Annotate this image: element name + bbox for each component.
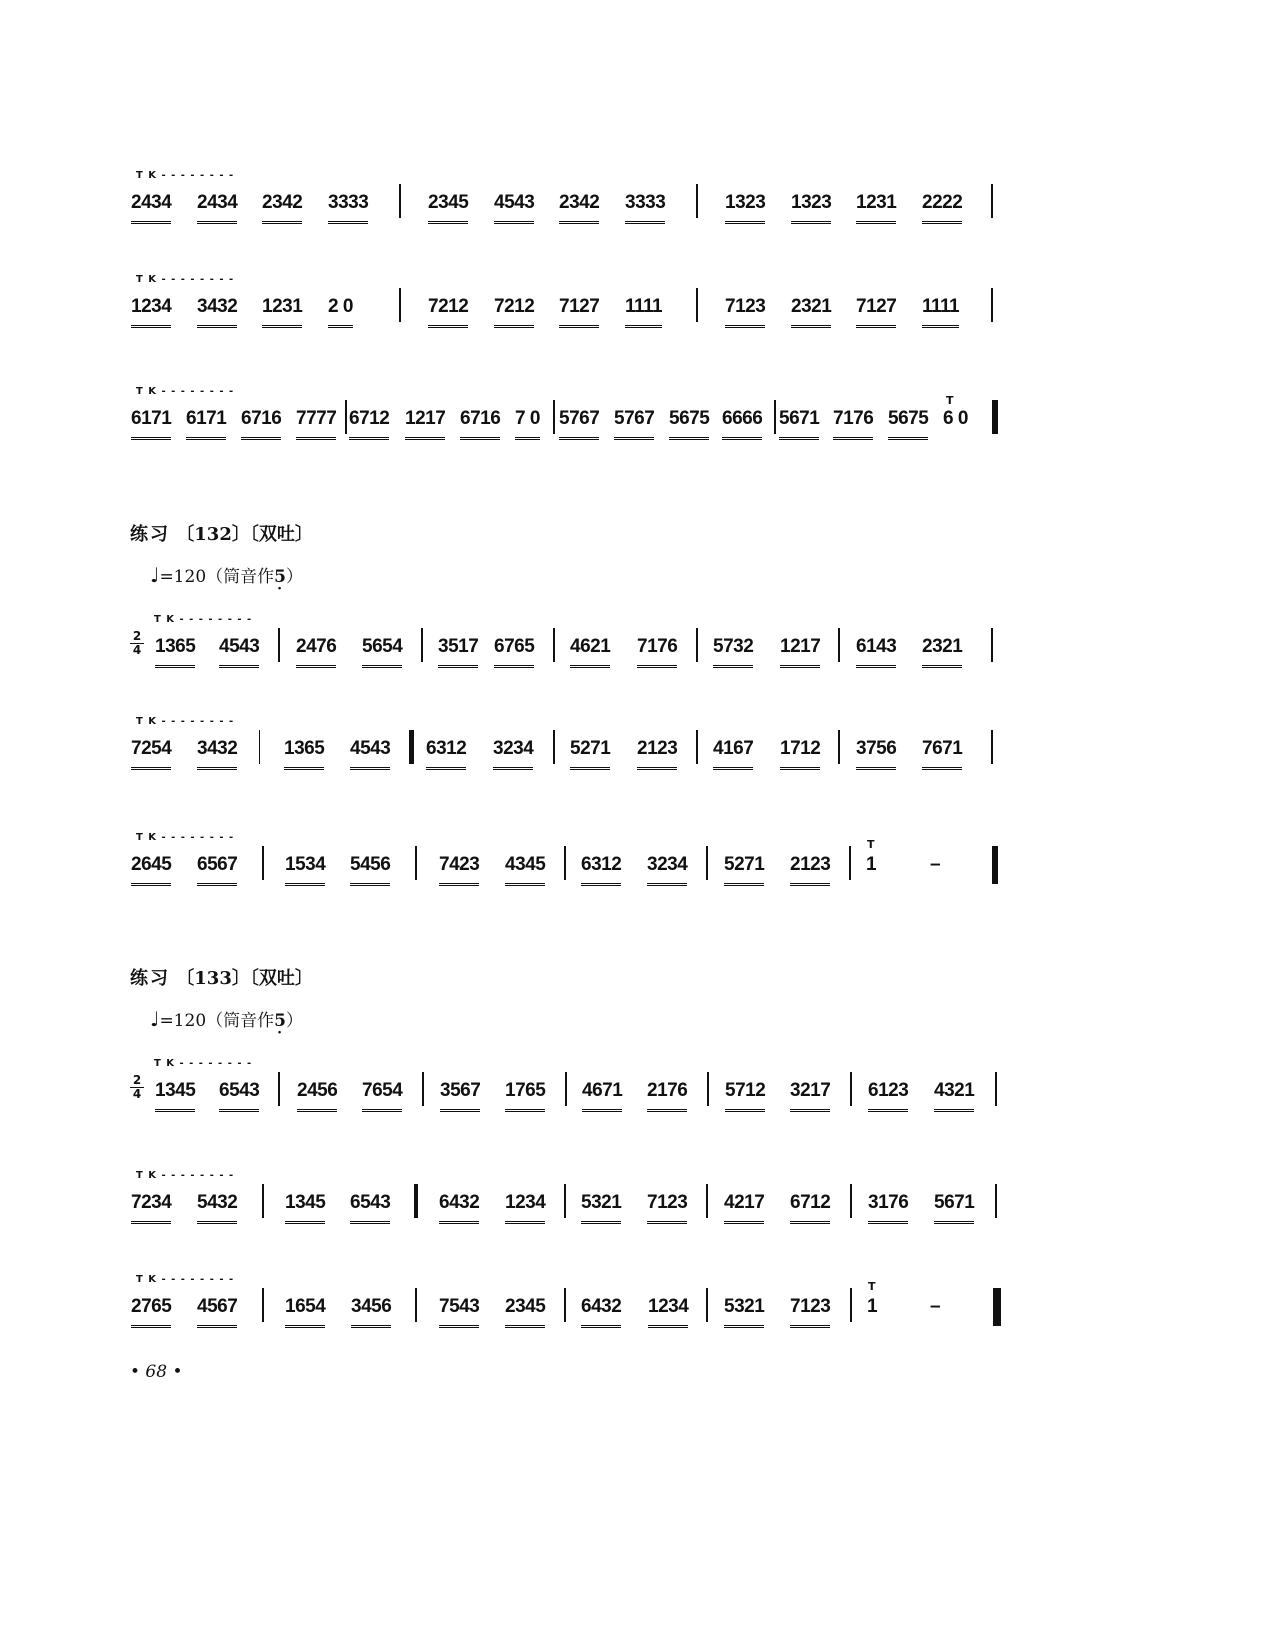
note-group: 3432 <box>197 296 237 328</box>
note-group: 3333 <box>625 192 665 224</box>
bar-line <box>278 628 280 662</box>
bar-line <box>399 288 401 322</box>
exercise-number: 〔132〕 <box>176 524 250 545</box>
note-group: 4671 <box>582 1080 622 1112</box>
bar-line <box>262 846 264 880</box>
note-group: 1654 <box>285 1296 325 1328</box>
exercise-number: 〔133〕 <box>176 968 250 989</box>
note-group: 7127 <box>559 296 599 328</box>
note-group: 6432 <box>439 1192 479 1224</box>
note-group: 5432 <box>197 1192 237 1224</box>
bar-line <box>991 730 993 764</box>
note-group: 2176 <box>647 1080 687 1112</box>
note-group: 4167 <box>713 738 753 770</box>
bar-line <box>553 400 555 434</box>
tk-marker: T K - - - - - - - - <box>136 386 235 397</box>
note-group: 5271 <box>724 854 764 886</box>
exercise-title <box>130 520 313 546</box>
note-group: 2321 <box>922 636 962 668</box>
tempo-note: 5 · <box>274 567 286 587</box>
exercise-type: 〔双吐〕 <box>249 968 313 989</box>
staff-row-133-2 <box>0 1170 1275 1250</box>
tk-marker: T K - - - - - - - - <box>154 1058 253 1069</box>
note-group: 2 0 <box>328 296 353 328</box>
note-group: 7123 <box>725 296 765 328</box>
note-group: 6171 <box>131 408 171 440</box>
note-group: 7254 <box>131 738 171 770</box>
note-group: 5675 <box>888 408 928 440</box>
note-group: 2434 <box>131 192 171 224</box>
exercise-label: 练习 <box>130 524 170 545</box>
note-group: 4543 <box>350 738 390 770</box>
note-group: 1765 <box>505 1080 545 1112</box>
note-group: 1 <box>867 1296 878 1317</box>
note-group: 3234 <box>647 854 687 886</box>
note-group: 1217 <box>780 636 820 668</box>
tempo-marking <box>150 562 303 587</box>
final-bar-line <box>992 400 998 434</box>
tempo-text: =120（筒音作 <box>159 1011 275 1031</box>
tk-marker: T K - - - - - - - - <box>136 1274 235 1285</box>
note-group: 7212 <box>494 296 534 328</box>
bar-line <box>399 184 401 218</box>
note-group: 7671 <box>922 738 962 770</box>
time-signature <box>130 1074 144 1101</box>
sustain-dash: – <box>930 854 941 875</box>
note-group: 7176 <box>833 408 873 440</box>
note-group: 6312 <box>426 738 466 770</box>
note-group: 4543 <box>219 636 259 668</box>
note-group: 6712 <box>790 1192 830 1224</box>
note-group: 6143 <box>856 636 896 668</box>
note-group: 6716 <box>460 408 500 440</box>
bar-line <box>415 846 417 880</box>
note-group: 1234 <box>505 1192 545 1224</box>
note-group: 1217 <box>405 408 445 440</box>
fermata-bar-line <box>414 1184 418 1218</box>
note-group: 5654 <box>362 636 402 668</box>
tongue-mark: T <box>867 838 875 851</box>
note-group: 2765 <box>131 1296 171 1328</box>
note-group: 2345 <box>428 192 468 224</box>
tk-marker: T K - - - - - - - - <box>136 832 235 843</box>
note-group: 2345 <box>505 1296 545 1328</box>
note-group: 7423 <box>439 854 479 886</box>
note-group: 6712 <box>349 408 389 440</box>
note-group: 5675 <box>669 408 709 440</box>
note-group: 6666 <box>722 408 762 440</box>
staff-row-132-3 <box>0 832 1275 912</box>
tongue-mark: T <box>868 1280 876 1293</box>
quarter-note-icon: ♩ <box>150 563 160 587</box>
note-group: 7234 <box>131 1192 171 1224</box>
note-group: 7176 <box>637 636 677 668</box>
final-bar-line <box>993 1288 1001 1326</box>
bar-line <box>850 1072 852 1106</box>
bar-line <box>262 1184 264 1218</box>
staff-row-132-2 <box>0 716 1275 796</box>
note-group: 2342 <box>559 192 599 224</box>
note-group: 2434 <box>197 192 237 224</box>
note-group: 3567 <box>440 1080 480 1112</box>
bar-line <box>774 400 776 434</box>
bar-line <box>991 288 993 322</box>
tempo-marking <box>150 1006 303 1031</box>
bar-line <box>696 628 698 662</box>
note-group: 2321 <box>791 296 831 328</box>
bar-line <box>706 1184 708 1218</box>
note-group: 1231 <box>856 192 896 224</box>
note-group: 1712 <box>780 738 820 770</box>
note-group: 7123 <box>790 1296 830 1328</box>
exercise-title <box>130 964 313 990</box>
bar-line <box>422 1072 424 1106</box>
note-group: 5271 <box>570 738 610 770</box>
quarter-note-icon: ♩ <box>150 1007 160 1031</box>
note-group: 2476 <box>296 636 336 668</box>
note-group: 5671 <box>779 408 819 440</box>
bar-line <box>696 730 698 764</box>
bar-line <box>706 1288 708 1322</box>
note-group: 3432 <box>197 738 237 770</box>
time-signature <box>130 630 144 657</box>
note-group: 6543 <box>350 1192 390 1224</box>
note-group: 3176 <box>868 1192 908 1224</box>
bar-line <box>849 846 851 880</box>
note-group: 1365 <box>155 636 195 668</box>
tk-marker: T K - - - - - - - - <box>154 614 253 625</box>
staff-row-top-2 <box>0 274 1275 354</box>
time-signature-top: 2 <box>132 1073 142 1087</box>
note-group: 2456 <box>297 1080 337 1112</box>
bar-line <box>707 1072 709 1106</box>
note-group: 5767 <box>559 408 599 440</box>
note-group: 6716 <box>241 408 281 440</box>
tk-marker: T K - - - - - - - - <box>136 1170 235 1181</box>
note-group: 1323 <box>791 192 831 224</box>
bar-line <box>838 628 840 662</box>
bar-line <box>564 1288 566 1322</box>
note-group: 3756 <box>856 738 896 770</box>
bar-line <box>850 1184 852 1218</box>
note-group: 2123 <box>790 854 830 886</box>
note-group: 4621 <box>570 636 610 668</box>
note-group: 6 0 <box>943 408 968 429</box>
note-group: 1234 <box>648 1296 688 1328</box>
bar-line <box>259 730 260 764</box>
exercise-type: 〔双吐〕 <box>249 524 313 545</box>
bar-line <box>991 184 993 218</box>
note-group: 6312 <box>581 854 621 886</box>
time-signature-bottom: 4 <box>130 1087 144 1101</box>
staff-row-132-1 <box>0 614 1275 694</box>
note-group: 5712 <box>725 1080 765 1112</box>
note-group: 2342 <box>262 192 302 224</box>
note-group: 2222 <box>922 192 962 224</box>
exercise-label: 练习 <box>130 968 170 989</box>
note-group: 2645 <box>131 854 171 886</box>
bar-line <box>262 1288 264 1322</box>
fermata-bar-line <box>409 730 414 764</box>
bar-line <box>706 846 708 880</box>
note-group: 4321 <box>934 1080 974 1112</box>
bar-line <box>553 628 555 662</box>
note-group: 1111 <box>922 296 959 328</box>
note-group: 4217 <box>724 1192 764 1224</box>
note-group: 5321 <box>724 1296 764 1328</box>
note-group: 1365 <box>284 738 324 770</box>
note-group: 6123 <box>868 1080 908 1112</box>
bar-line <box>696 288 698 322</box>
staff-row-133-3 <box>0 1274 1275 1354</box>
note-group: 1231 <box>262 296 302 328</box>
tk-marker: T K - - - - - - - - <box>136 716 235 727</box>
page-number: • 68 • <box>130 1362 183 1382</box>
note-group: 7777 <box>296 408 336 440</box>
bar-line <box>421 628 423 662</box>
tk-marker: T K - - - - - - - - <box>136 170 235 181</box>
note-group: 3456 <box>351 1296 391 1328</box>
note-group: 6432 <box>581 1296 621 1328</box>
note-group: 3333 <box>328 192 368 224</box>
note-group: 3217 <box>790 1080 830 1112</box>
note-group: 5321 <box>581 1192 621 1224</box>
note-group: 3234 <box>493 738 533 770</box>
note-group: 1111 <box>625 296 662 328</box>
note-group: 6567 <box>197 854 237 886</box>
bar-line <box>991 628 993 662</box>
note-group: 1234 <box>131 296 171 328</box>
time-signature-top: 2 <box>132 629 142 643</box>
bar-line <box>564 1184 566 1218</box>
bar-line <box>696 184 698 218</box>
bar-line <box>278 1072 280 1106</box>
note-group: 7123 <box>647 1192 687 1224</box>
note-group: 1345 <box>285 1192 325 1224</box>
bar-line <box>995 1184 997 1218</box>
sustain-dash: – <box>930 1296 941 1317</box>
note-group: 1 <box>866 854 877 875</box>
note-group: 1534 <box>285 854 325 886</box>
note-group: 7654 <box>362 1080 402 1112</box>
note-group: 7212 <box>428 296 468 328</box>
time-signature-bottom: 4 <box>130 643 144 657</box>
note-group: 4543 <box>494 192 534 224</box>
note-group: 5732 <box>713 636 753 668</box>
note-group: 7543 <box>439 1296 479 1328</box>
staff-row-top-3 <box>0 386 1275 466</box>
staff-row-top-1 <box>0 170 1275 250</box>
staff-row-133-1 <box>0 1058 1275 1138</box>
note-group: 1345 <box>155 1080 195 1112</box>
tempo-close: ） <box>285 1011 303 1031</box>
bar-line <box>345 400 347 434</box>
tempo-note: 5 · <box>274 1011 286 1031</box>
note-group: 5767 <box>614 408 654 440</box>
tk-marker: T K - - - - - - - - <box>136 274 235 285</box>
note-group: 6171 <box>186 408 226 440</box>
tongue-mark: T <box>946 394 954 407</box>
bar-line <box>415 1288 417 1322</box>
note-group: 7 0 <box>515 408 540 440</box>
note-group: 7127 <box>856 296 896 328</box>
note-group: 1323 <box>725 192 765 224</box>
tempo-close: ） <box>285 567 303 587</box>
bar-line <box>995 1072 997 1106</box>
bar-line <box>564 846 566 880</box>
bar-line <box>553 730 555 764</box>
final-bar-line <box>992 846 998 884</box>
note-group: 6765 <box>494 636 534 668</box>
note-group: 3517 <box>438 636 478 668</box>
bar-line <box>850 1288 852 1322</box>
bar-line <box>565 1072 567 1106</box>
note-group: 2123 <box>637 738 677 770</box>
note-group: 6543 <box>219 1080 259 1112</box>
tempo-text: =120（筒音作 <box>159 567 275 587</box>
note-group: 4567 <box>197 1296 237 1328</box>
note-group: 5456 <box>350 854 390 886</box>
note-group: 4345 <box>505 854 545 886</box>
bar-line <box>838 730 840 764</box>
note-group: 5671 <box>934 1192 974 1224</box>
